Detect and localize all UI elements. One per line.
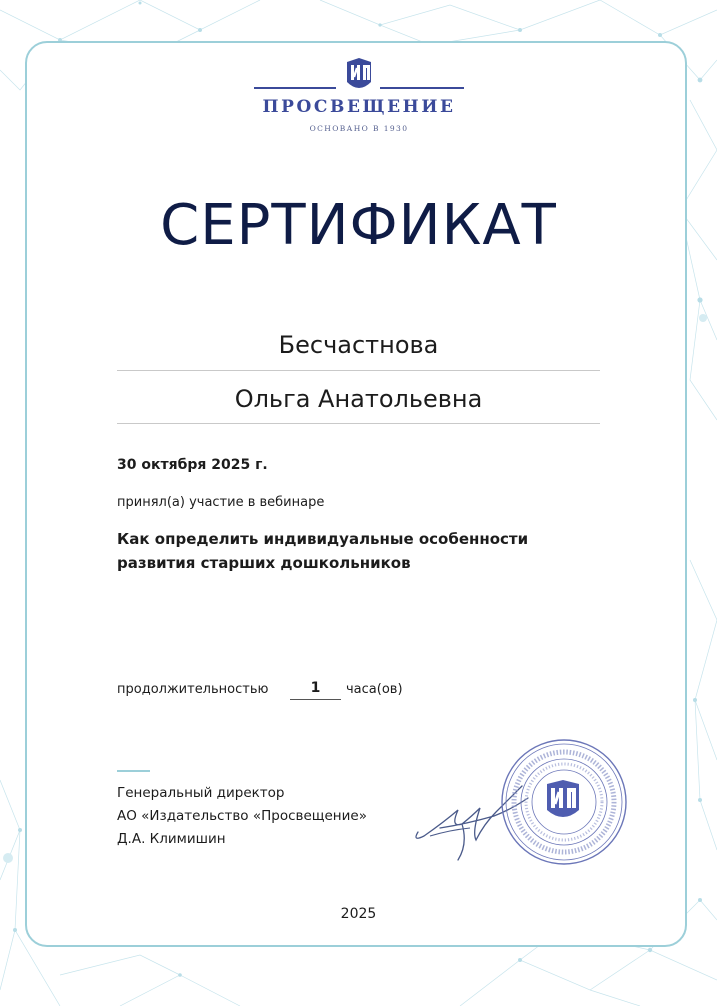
event-date: 30 октября 2025 г.	[117, 457, 268, 473]
signatory-name: Д.А. Климишин	[117, 831, 226, 847]
recipient-surname: Бесчастнова	[278, 331, 439, 359]
publisher-logo	[254, 58, 464, 138]
company-seal-stamp	[500, 738, 628, 866]
recipient-given-names: Ольга Анатольевна	[234, 385, 483, 413]
duration-value: 1	[290, 680, 341, 700]
duration-label: продолжительностью	[117, 682, 269, 697]
webinar-title	[117, 527, 577, 575]
webinar-title-line-1: Как определить индивидуальные особенности	[117, 530, 529, 548]
logo-line-right	[380, 87, 464, 89]
webinar-title-line-2: развития старших дошкольников	[117, 554, 411, 572]
signatory-accent-dash	[117, 770, 150, 772]
signatory-organization: АО «Издательство «Просвещение»	[117, 808, 367, 824]
prosveshchenie-emblem-icon	[346, 58, 372, 91]
signatory-position: Генеральный директор	[117, 785, 285, 801]
name-underline-1	[117, 370, 600, 371]
publisher-founded: ОСНОВАНО В 1930	[309, 124, 409, 133]
name-underline-2	[117, 423, 600, 424]
certificate-title: СЕРТИФИКАТ	[160, 193, 557, 258]
duration-unit: часа(ов)	[346, 682, 403, 697]
participation-text: принял(а) участие в вебинаре	[117, 495, 325, 510]
certificate-year: 2025	[340, 906, 377, 922]
logo-line-left	[254, 87, 336, 89]
publisher-name: ПРОСВЕЩЕНИЕ	[262, 97, 456, 117]
